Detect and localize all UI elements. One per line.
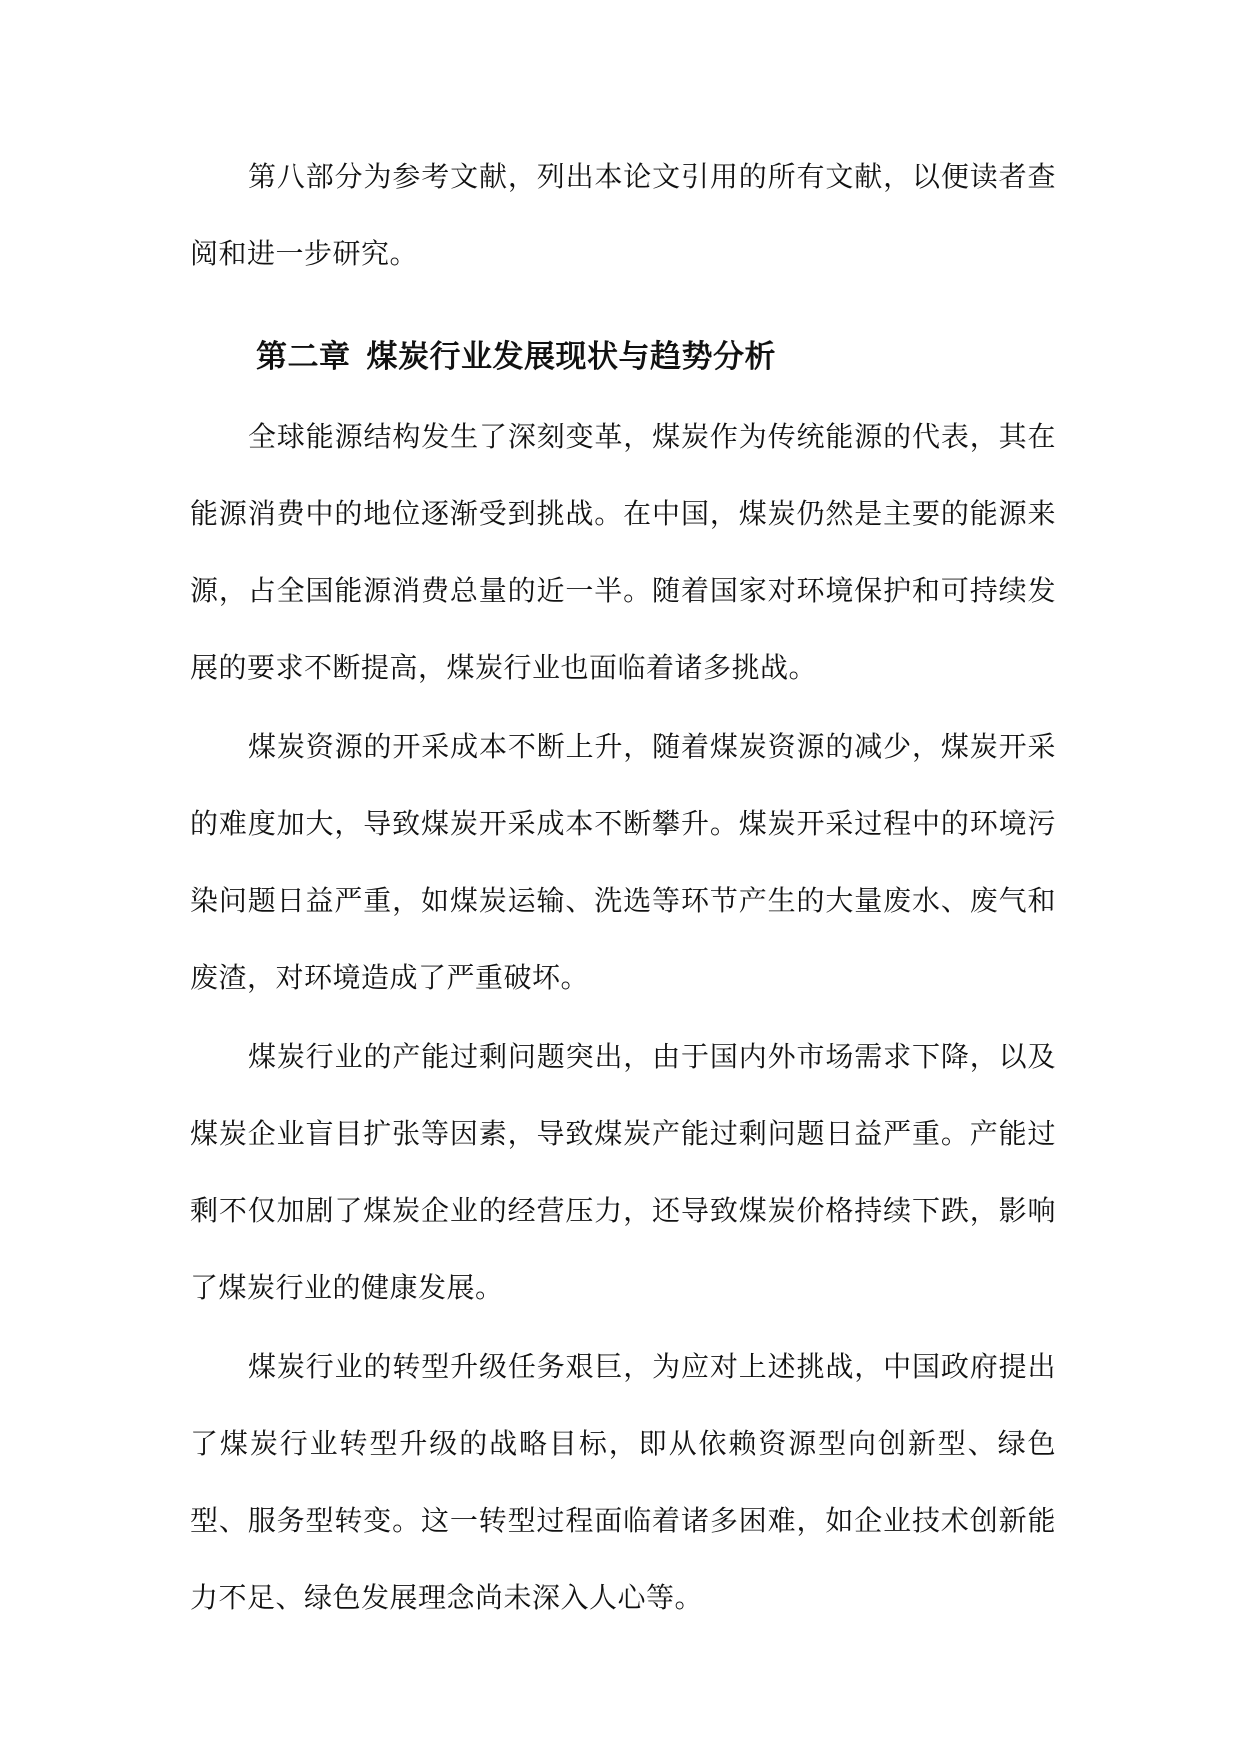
body-paragraph: 煤炭资源的开采成本不断上升，随着煤炭资源的减少，煤炭开采的难度加大，导致煤炭开采成本不断攀升。煤炭开采过程中的环境污染问题日益严重，如煤炭运输、洗选等环节产生的大量废水、废气和废渣，对环境造成了严重破坏。 bbox=[190, 730, 1056, 994]
intro-paragraph: 第八部分为参考文献，列出本论文引用的所有文献，以便读者查阅和进一步研究。 bbox=[190, 160, 1056, 270]
document-body bbox=[190, 138, 1056, 1636]
body-paragraph: 全球能源结构发生了深刻变革，煤炭作为传统能源的代表，其在能源消费中的地位逐渐受到挑战。在中国，煤炭仍然是主要的能源来源，占全国能源消费总量的近一半。随着国家对环境保护和可持续发展的要求不断提高，煤炭行业也面临着诸多挑战。 bbox=[190, 420, 1056, 684]
chapter-number: 第二章 bbox=[256, 339, 351, 375]
chapter-title: 煤炭行业发展现状与趋势分析 bbox=[366, 339, 776, 375]
chapter-heading bbox=[190, 334, 1056, 380]
body-paragraph: 煤炭行业的产能过剩问题突出，由于国内外市场需求下降，以及煤炭企业盲目扩张等因素，导致煤炭产能过剩问题日益严重。产能过剩不仅加剧了煤炭企业的经营压力，还导致煤炭价格持续下跌，影响了煤炭行业的健康发展。 bbox=[190, 1040, 1056, 1304]
body-paragraph: 煤炭行业的转型升级任务艰巨，为应对上述挑战，中国政府提出了煤炭行业转型升级的战略目标，即从依赖资源型向创新型、绿色型、服务型转变。这一转型过程面临着诸多困难，如企业技术创新能力不足、绿色发展理念尚未深入人心等。 bbox=[190, 1350, 1056, 1614]
